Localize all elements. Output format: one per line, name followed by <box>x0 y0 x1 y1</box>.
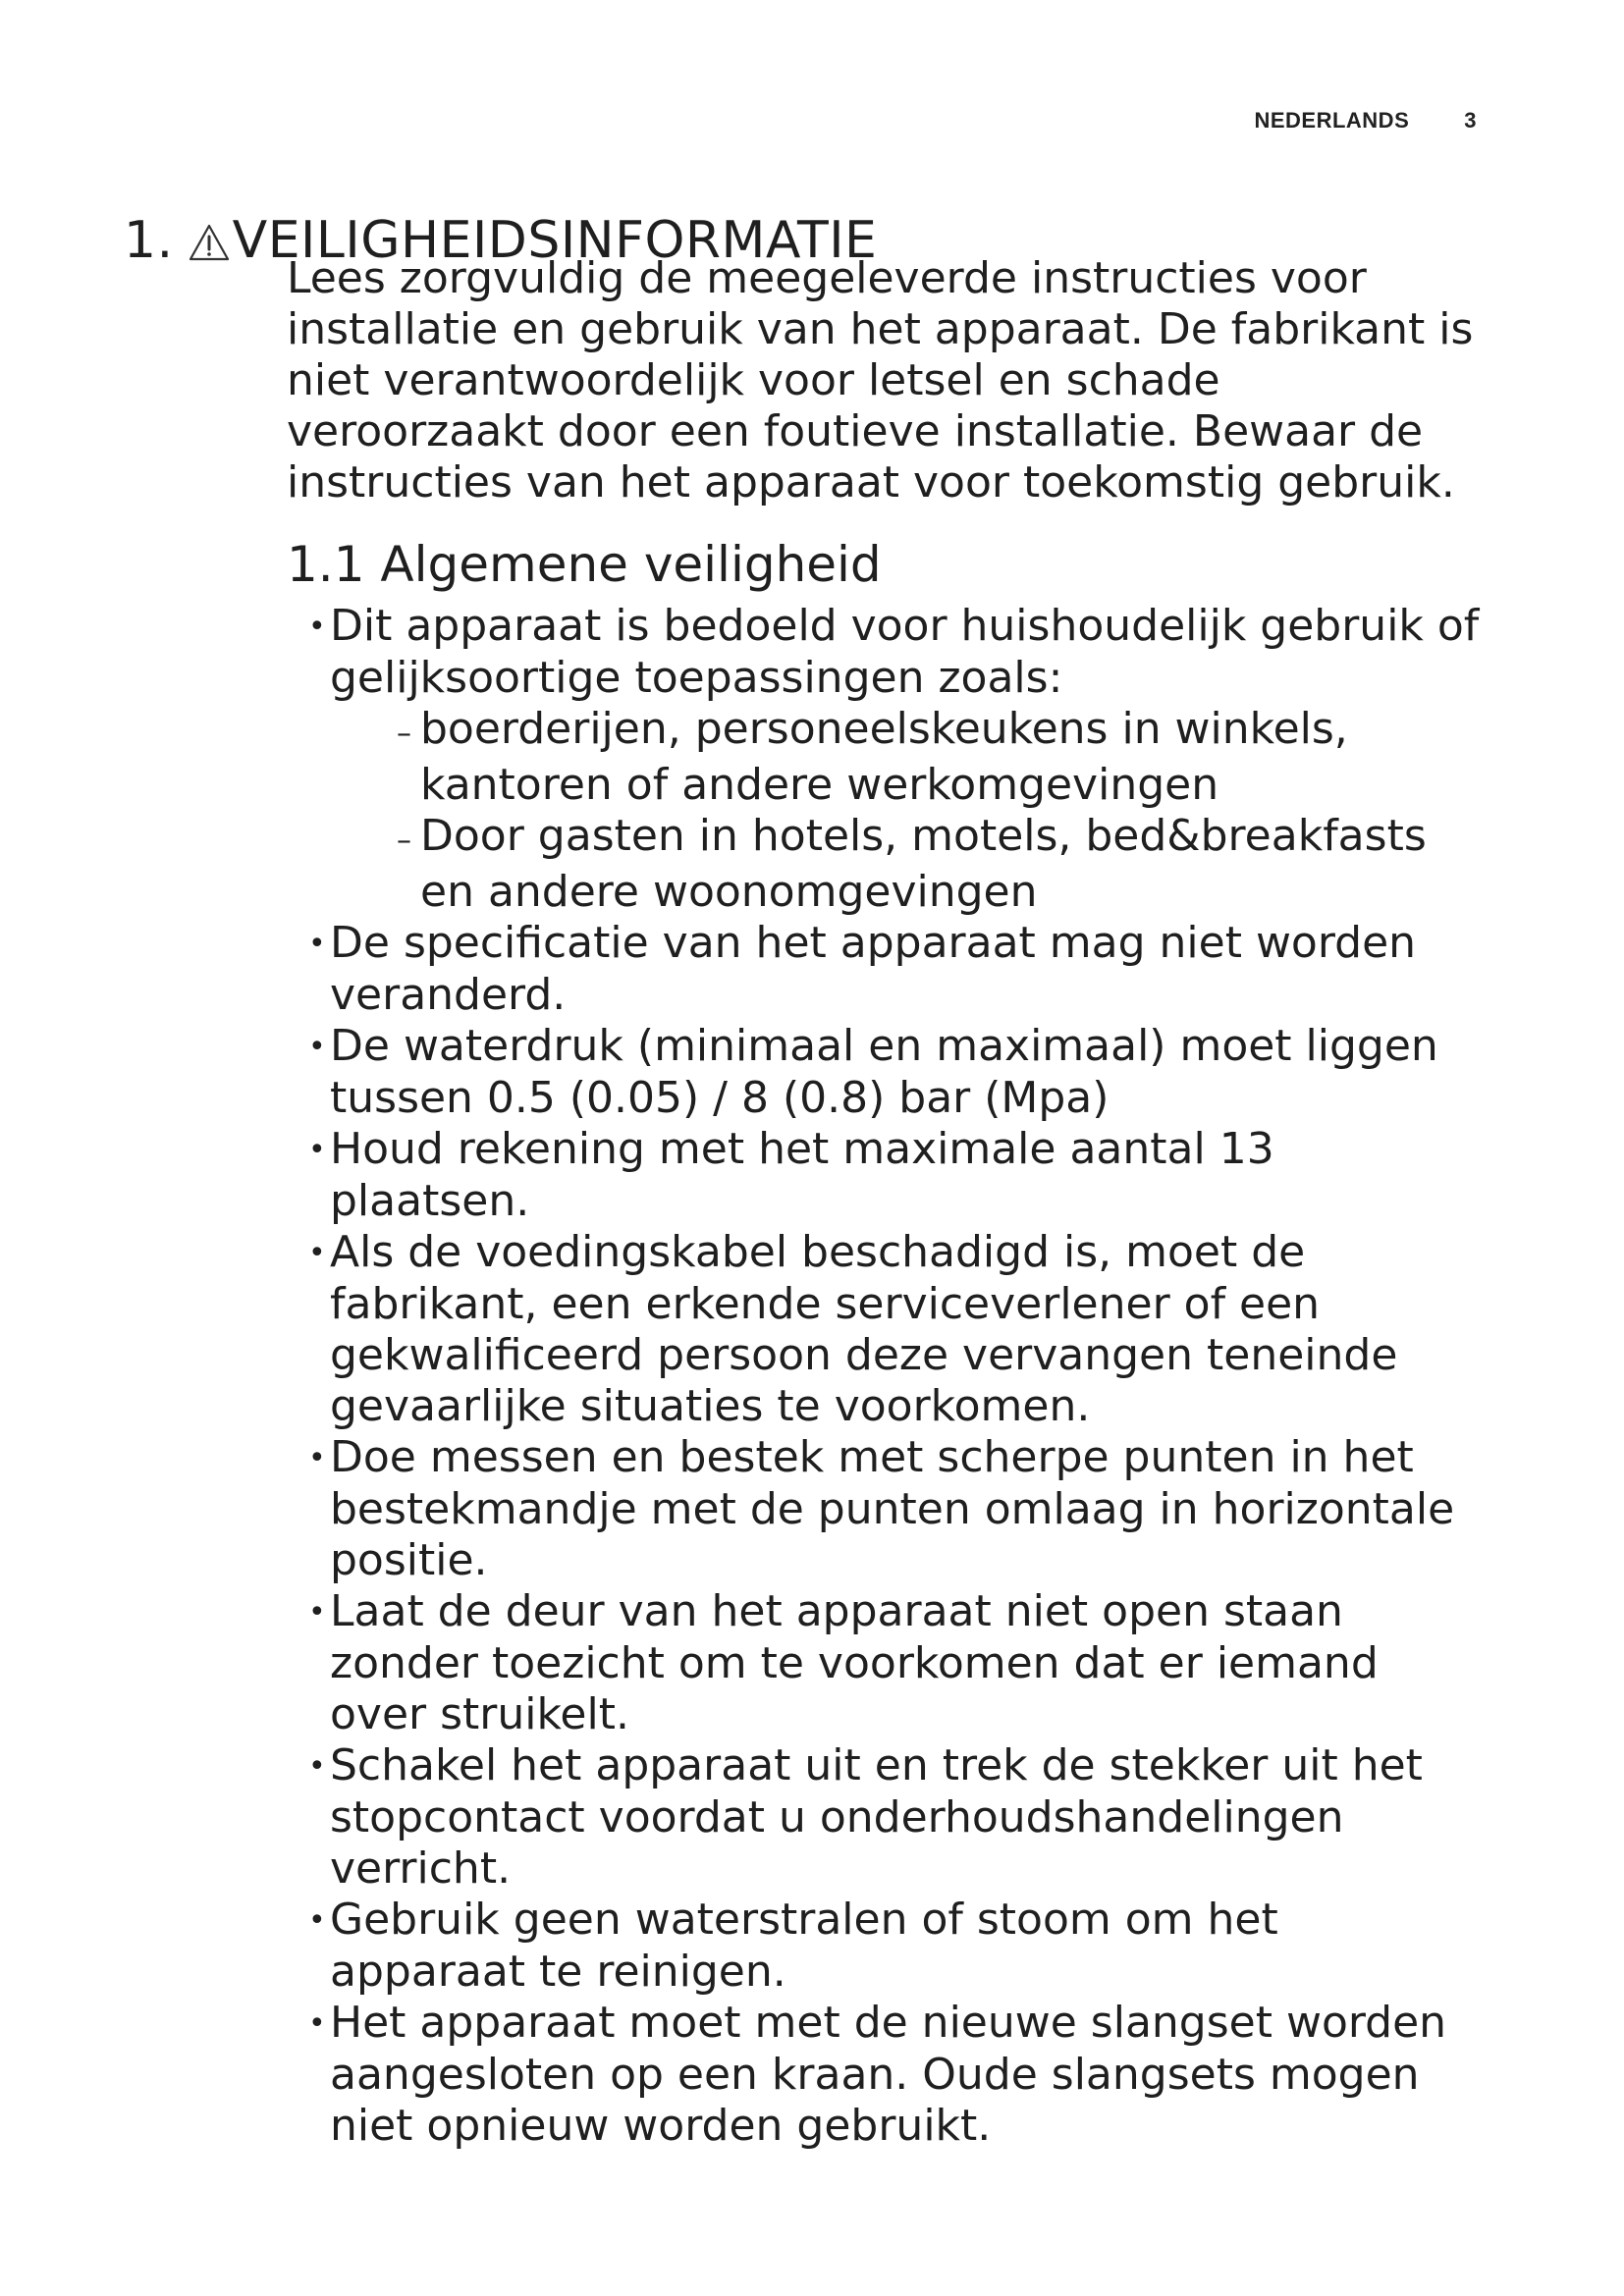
page-header <box>1254 108 1477 133</box>
bullet-mark: • <box>308 1595 326 1629</box>
list-item-text: Schakel het apparaat uit en trek de stekker uit het stopcontact voordat u onderhoudshandelingen verricht. <box>330 1740 1423 1894</box>
list-item-text: Gebruik geen waterstralen of stoom om het apparaat te reinigen. <box>330 1895 1278 1997</box>
list-item <box>287 1227 1485 1432</box>
bullet-mark: • <box>308 1030 326 1064</box>
list-item <box>287 1740 1485 1895</box>
sub-list <box>330 704 1485 918</box>
intro-paragraph: Lees zorgvuldig de meegeleverde instructies voor installatie en gebruik van het apparaat. De fabrikant is niet verantwoordelijk voor letsel en schade veroorzaakt door een foutieve installatie. Bewaar de instructies van het apparaat voor toekomstig gebruik. <box>287 253 1474 507</box>
page-number: 3 <box>1464 108 1477 133</box>
dash-mark: – <box>397 717 411 751</box>
bullet-mark: • <box>308 1236 326 1270</box>
list-item <box>287 601 1485 918</box>
bullet-mark: • <box>308 1133 326 1167</box>
section-number: 1. <box>124 210 174 270</box>
bullet-mark: • <box>308 1903 326 1938</box>
content <box>287 253 1485 2152</box>
list-item-text: De specificatie van het apparaat mag niet worden veranderd. <box>330 918 1417 1020</box>
bullet-mark: • <box>308 1441 326 1475</box>
section-title-text: VEILIGHEIDSINFORMATIE <box>232 210 878 270</box>
list-item <box>287 1586 1485 1740</box>
list-item-text: Houd rekening met het maximale aantal 13 plaatsen. <box>330 1124 1274 1226</box>
list-item <box>287 1021 1485 1124</box>
bullet-mark: • <box>308 1749 326 1784</box>
list-item <box>287 1432 1485 1586</box>
subsection-title: 1.1 Algemene veiligheid <box>287 536 882 593</box>
warning-triangle-icon <box>188 223 231 262</box>
list-item <box>287 1124 1485 1227</box>
sub-list-item-text: boerderijen, personeelskeukens in winkels, kantoren of andere werkomgevingen <box>420 704 1348 810</box>
bullet-mark: • <box>308 2006 326 2041</box>
sub-list-item <box>330 811 1485 918</box>
sub-list-item <box>330 704 1485 811</box>
header-language: NEDERLANDS <box>1254 108 1410 133</box>
list-item-text: Dit apparaat is bedoeld voor huishoudelijk gebruik of gelijksoortige toepassingen zoals: <box>330 601 1480 703</box>
list-item-text: Doe messen en bestek met scherpe punten in het bestekmandje met de punten omlaag in horizontale positie. <box>330 1432 1455 1585</box>
list-item-text: De waterdruk (minimaal en maximaal) moet liggen tussen 0.5 (0.05) / 8 (0.8) bar (Mpa) <box>330 1021 1438 1123</box>
list-item <box>287 918 1485 1021</box>
list-item-text: Als de voedingskabel beschadigd is, moet de fabrikant, een erkende serviceverlener of een gekwalificeerd persoon deze vervangen teneinde gevaarlijke situaties te voorkomen. <box>330 1227 1398 1431</box>
bullet-mark: • <box>308 610 326 644</box>
sub-list-item-text: Door gasten in hotels, motels, bed&breakfasts en andere woonomgevingen <box>420 811 1427 917</box>
list-item <box>287 1895 1485 1998</box>
dash-mark: – <box>397 824 411 858</box>
list-item <box>287 1998 1485 2152</box>
safety-list <box>287 601 1485 2152</box>
list-item-text: Laat de deur van het apparaat niet open staan zonder toezicht om te voorkomen dat er iemand over struikelt. <box>330 1586 1379 1739</box>
list-item-text: Het apparaat moet met de nieuwe slangset worden aangesloten op een kraan. Oude slangsets mogen niet opnieuw worden gebruikt. <box>330 1998 1447 2151</box>
bullet-mark: • <box>308 927 326 961</box>
